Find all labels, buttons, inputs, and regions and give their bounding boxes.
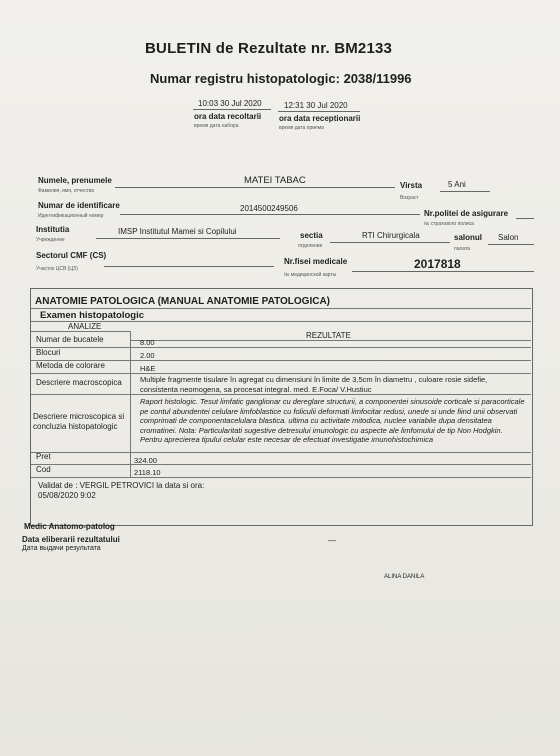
row-divider bbox=[31, 464, 531, 465]
document-title: BULETIN de Rezultate nr. BM2133 bbox=[145, 40, 393, 57]
release-label: Data eliberarii rezultatului bbox=[22, 535, 120, 544]
name-underline bbox=[115, 187, 395, 188]
ward-name: Salon bbox=[498, 233, 519, 242]
macro-label: Descriere macroscopica bbox=[36, 378, 122, 387]
institution-label-ru: Учреждение bbox=[36, 237, 65, 243]
heading-divider bbox=[31, 308, 531, 309]
policy-underline bbox=[516, 218, 534, 219]
ward-label: salonul bbox=[454, 233, 483, 242]
section-heading: ANATOMIE PATOLOGICA (MANUAL ANATOMIE PATOLOGICA) bbox=[35, 296, 330, 307]
collection-label-ru: время дата набора bbox=[194, 123, 239, 129]
blocks-label: Blocuri bbox=[36, 348, 61, 357]
stain-value: H&E bbox=[140, 364, 156, 373]
section-label-ru: отделение bbox=[298, 243, 323, 249]
policy-label-ru: № страхового полиса bbox=[424, 221, 474, 227]
doctor-label: Medic Anatomo-patolog bbox=[24, 522, 115, 531]
reception-label-ru: время дата приема bbox=[279, 125, 325, 131]
patient-age: 5 Ani bbox=[448, 180, 466, 189]
collection-underline bbox=[193, 109, 271, 110]
results-divider bbox=[130, 340, 531, 341]
macro-value: Multiple fragmente tisulare în agregat cu dimensiuni în limite de 3,5cm în diametru , culoare rosie sidefie, consistenta neomogena, sa procesat integral. med. E.Foca/ V.Hustiuc bbox=[140, 375, 488, 394]
record-number: 2017818 bbox=[414, 257, 461, 271]
release-label-ru: Дата выдачи результата bbox=[22, 545, 101, 552]
price-value: 324.00 bbox=[134, 456, 157, 465]
section-underline bbox=[330, 242, 450, 243]
ward-label-ru: палата bbox=[454, 246, 471, 252]
ward-underline bbox=[488, 244, 534, 245]
micro-value: Raport histologic. Tesut limfatic ganglionar cu dereglare structurii, a componentei sinusoide corticale si paracorticale pe contul abundentei celulare limfoblastice cu foliculii deformati limfocitar redusi, unede si unde fiind unii observati comprimati de componentacelulara blastica. ultima cu activitate mitodica, nuclee variabile dupa densitatea cromatinei. Nota: Particularitati sugestive detresului imunologic cu aspecte ale limfomului de tip Non Hodgkin. Pentru aprecierea tipului celular este necesar de efectuat investigatie imunohistochimica bbox=[140, 397, 525, 444]
reception-underline bbox=[278, 111, 360, 112]
institution-label: Institutia bbox=[36, 225, 70, 234]
column-analyses: ANALIZE bbox=[68, 322, 102, 331]
micro-label: Descriere microscopica si concluzia histopatologic bbox=[33, 412, 125, 431]
name-label-ru: Фамилия, имя, отчество bbox=[38, 188, 95, 194]
row-divider bbox=[31, 360, 531, 361]
exam-divider bbox=[31, 321, 531, 322]
row-divider bbox=[31, 477, 531, 478]
section-name: RTI Chirurgicala bbox=[362, 231, 420, 240]
price-label: Pret bbox=[36, 452, 51, 461]
column-divider bbox=[130, 331, 131, 477]
blocks-value: 2.00 bbox=[140, 351, 155, 360]
record-label: Nr.fisei medicale bbox=[284, 257, 348, 266]
signatory-name: ALINA DANILA bbox=[384, 574, 425, 580]
record-label-ru: № медицинской карты bbox=[284, 272, 337, 278]
patient-id: 2014500249506 bbox=[240, 204, 298, 213]
pieces-label: Numar de bucatele bbox=[36, 335, 104, 344]
registry-number: Numar registru histopatologic: 2038/11996 bbox=[150, 71, 412, 86]
collection-datetime: 10:03 30 Jul 2020 bbox=[198, 99, 262, 108]
code-label: Cod bbox=[36, 465, 51, 474]
institution-name: IMSP Institutul Mamei si Copilului bbox=[118, 227, 237, 236]
id-label-ru: Идентификационный номер bbox=[38, 213, 104, 219]
validated-date: 05/08/2020 9:02 bbox=[38, 491, 96, 500]
release-date: — bbox=[328, 536, 336, 545]
age-underline bbox=[440, 191, 490, 192]
row-divider bbox=[31, 452, 531, 453]
institution-underline bbox=[96, 238, 280, 239]
cmf-label-ru: Участок ЦСВ (ЦЗ) bbox=[36, 266, 78, 272]
cmf-underline bbox=[104, 266, 274, 267]
policy-label: Nr.politei de asigurare bbox=[424, 209, 509, 218]
reception-datetime: 12:31 30 Jul 2020 bbox=[284, 101, 348, 110]
record-underline bbox=[352, 271, 534, 272]
row-divider bbox=[31, 394, 531, 395]
exam-type: Examen histopatologic bbox=[40, 310, 144, 321]
id-underline bbox=[120, 214, 420, 215]
stain-label: Metoda de colorare bbox=[36, 361, 105, 370]
age-label: Virsta bbox=[400, 181, 423, 190]
collection-label: ora data recoltarii bbox=[194, 112, 262, 121]
pieces-value: 8.00 bbox=[140, 338, 155, 347]
patient-name: MATEI TABAC bbox=[244, 175, 306, 186]
column-results: REZULTATE bbox=[306, 331, 351, 340]
age-label-ru: Возраст bbox=[400, 195, 419, 201]
analyses-divider bbox=[31, 331, 131, 332]
validated-by: Validat de : VERGIL PETROVICI la data si ora: bbox=[38, 481, 205, 490]
row-divider bbox=[31, 373, 531, 374]
name-label: Numele, prenumele bbox=[38, 176, 112, 185]
code-value: 2118.10 bbox=[134, 468, 161, 477]
id-label: Numar de identificare bbox=[38, 201, 120, 210]
cmf-label: Sectorul CMF (CS) bbox=[36, 251, 107, 260]
section-label: sectia bbox=[300, 231, 323, 240]
reception-label: ora data receptionarii bbox=[279, 114, 361, 123]
row-divider bbox=[31, 347, 531, 348]
